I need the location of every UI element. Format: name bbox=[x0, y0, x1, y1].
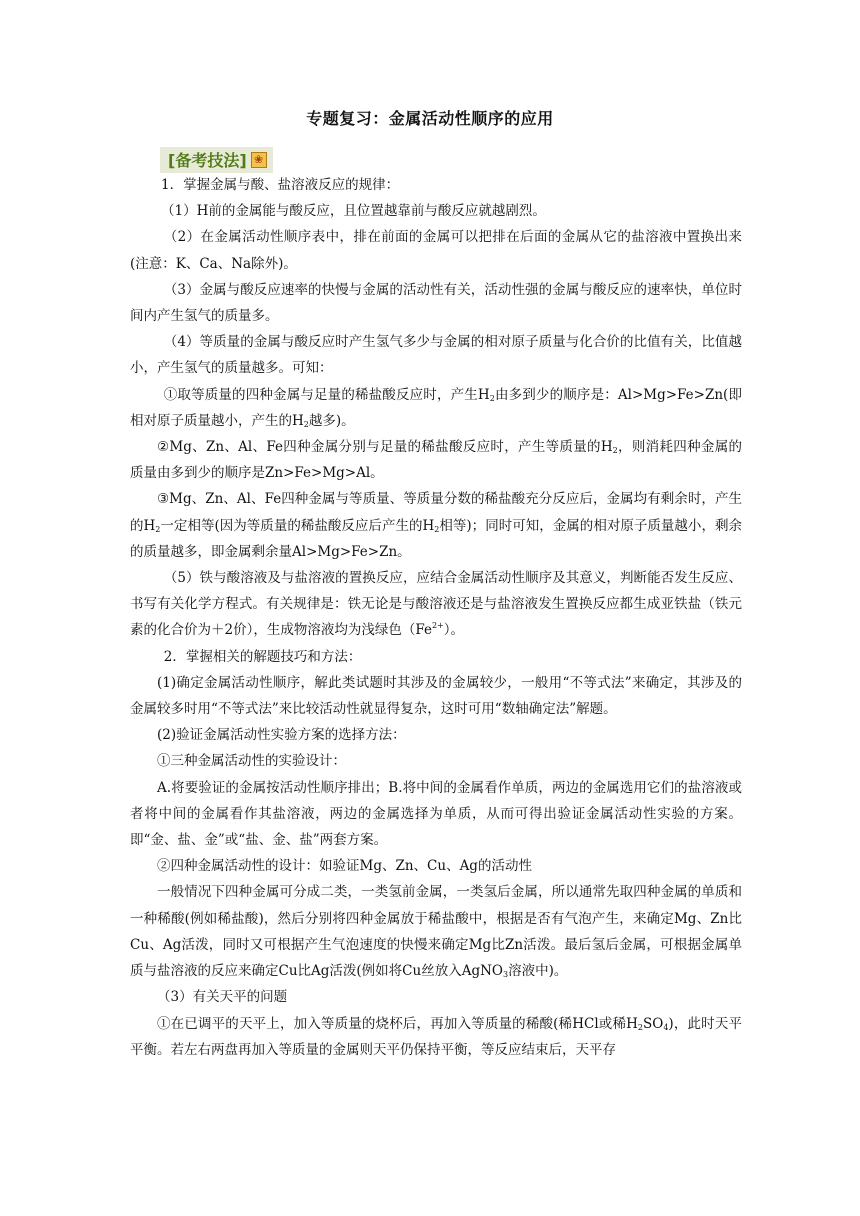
text-run: 溶液中)。 bbox=[508, 963, 568, 980]
text-run: SO bbox=[643, 1015, 664, 1032]
paragraph bbox=[130, 565, 742, 644]
paragraph: 1．掌握金属与酸、盐溶液反应的规律： bbox=[161, 177, 400, 193]
paragraph: （2）在金属活动性顺序表中，排在前面的金属可以把排在后面的金属从它的盐溶液中置换出来(注意：K、Ca、Na除外)。 bbox=[130, 229, 742, 272]
paragraph: 2．掌握相关的解题技巧和方法： bbox=[163, 648, 362, 665]
paragraph: (2)验证金属活动性实验方案的选择方法： bbox=[157, 727, 406, 744]
paragraph bbox=[130, 1011, 742, 1063]
subscript: 2 bbox=[434, 524, 440, 534]
text-run: ②Mg、Zn、Al、Fe四种金属分别与足量的稀盐酸反应时，产生等质量的H bbox=[157, 439, 613, 456]
subscript: 3 bbox=[502, 970, 509, 980]
paragraph: (1)确定金属活动性顺序，解此类试题时其涉及的金属较少，一般用“不等式法”来确定，其涉及的金属较多时用“不等式法”来比较活动性就显得复杂，这时可用“数轴确定法”解题。 bbox=[130, 674, 742, 718]
text-run: 越多)。 bbox=[308, 412, 355, 429]
subscript: 2 bbox=[612, 446, 618, 456]
section-label: [备考技法] bbox=[168, 151, 247, 170]
note-icon: ❀ bbox=[251, 152, 267, 168]
superscript: 2+ bbox=[431, 621, 444, 631]
paragraph: （4）等质量的金属与酸反应时产生氢气多少与金属的相对原子质量与化合价的比值有关，比值越小，产生氢气的质量越多。可知： bbox=[130, 334, 742, 377]
paragraph bbox=[130, 434, 742, 486]
paragraph bbox=[130, 486, 742, 565]
text-run: ①取等质量的四种金属与足量的稀盐酸反应时，产生H bbox=[163, 386, 490, 403]
text-run: ，则消耗四种金属的质量由多到少的顺序是Zn>Fe>Mg>Al。 bbox=[130, 439, 743, 482]
paragraph: （1）H前的金属能与酸反应，且位置越靠前与酸反应就越剧烈。 bbox=[161, 203, 546, 220]
text-run: 由多到少的顺序是：Al>Mg>Fe>Zn(即相对原子质量越小，产生的H bbox=[130, 386, 742, 429]
text-run: 一般情况下四种金属可分成二类，一类氢前金属，一类氢后金属，所以通常先取四种金属的单质和一种稀酸(例如稀盐酸)，然后分别将四种金属放于稀盐酸中，根据是否有气泡产生，来确定Mg、Zn比Cu、Ag活泼，同时又可根据产生气泡速度的快慢来确定Mg比Zn活泼。最后氢后金属，可根据金属单质与盐溶液的反应来确定Cu比Ag活泼(例如将Cu丝放入AgNO bbox=[130, 884, 742, 980]
text-run: （5）铁与酸溶液及与盐溶液的置换反应，应结合金属活动性顺序及其意义，判断能否发生反应、书写有关化学方程式。有关规律是：铁无论是与酸溶液还是与盐溶液发生置换反应都生成亚铁盐（铁元素的化合价为＋2价），生成物溶液均为浅绿色（Fe bbox=[130, 570, 742, 639]
text-run: 相等)；同时可知，金属的相对原子质量越小，剩余的质量越多，即金属剩余量Al>Mg>Fe>Zn。 bbox=[130, 517, 742, 560]
subscript: 2 bbox=[489, 393, 495, 403]
paragraph: （3）有关天平的问题 bbox=[157, 989, 288, 1006]
subscript: 2 bbox=[155, 524, 161, 534]
paragraph: ①三种金属活动性的实验设计： bbox=[157, 753, 346, 770]
page-title: 专题复习：金属活动性顺序的应用 bbox=[306, 109, 554, 128]
text-run: 一定相等(因为等质量的稀盐酸反应后产生的H bbox=[160, 517, 435, 534]
text-run: ①在已调平的天平上，加入等质量的烧杯后，再加入等质量的稀酸(稀HCl或稀H bbox=[157, 1015, 638, 1032]
paragraph: （3）金属与酸反应速率的快慢与金属的活动性有关，活动性强的金属与酸反应的速率快，单位时间内产生氢气的质量多。 bbox=[130, 281, 742, 325]
text-run: ）。 bbox=[443, 622, 465, 639]
paragraph bbox=[130, 879, 742, 984]
subscript: 2 bbox=[303, 419, 309, 429]
text-run: ③Mg、Zn、Al、Fe四种金属与等质量、等质量分数的稀盐酸充分反应后，金属均有剩余时，产生的H bbox=[130, 491, 742, 534]
paragraph: A.将要验证的金属按活动性顺序排出；B.将中间的金属看作单质，两边的金属选用它们的盐溶液或者将中间的金属看作其盐溶液，两边的金属选择为单质，从而可得出验证金属活动性实验的方案。即“金、盐、金”或“盐、金、盐”两套方案。 bbox=[130, 779, 742, 849]
subscript: 4 bbox=[663, 1022, 669, 1032]
paragraph bbox=[130, 382, 742, 434]
subscript: 2 bbox=[637, 1022, 643, 1032]
paragraph: ②四种金属活动性的设计：如验证Mg、Zn、Cu、Ag的活动性 bbox=[157, 858, 532, 875]
text-run: )，此时天平平衡。若左右两盘再加入等质量的金属则天平仍保持平衡，等反应结束后，天平存 bbox=[130, 1015, 742, 1058]
section-heading bbox=[160, 147, 273, 173]
document-body bbox=[130, 172, 742, 1063]
